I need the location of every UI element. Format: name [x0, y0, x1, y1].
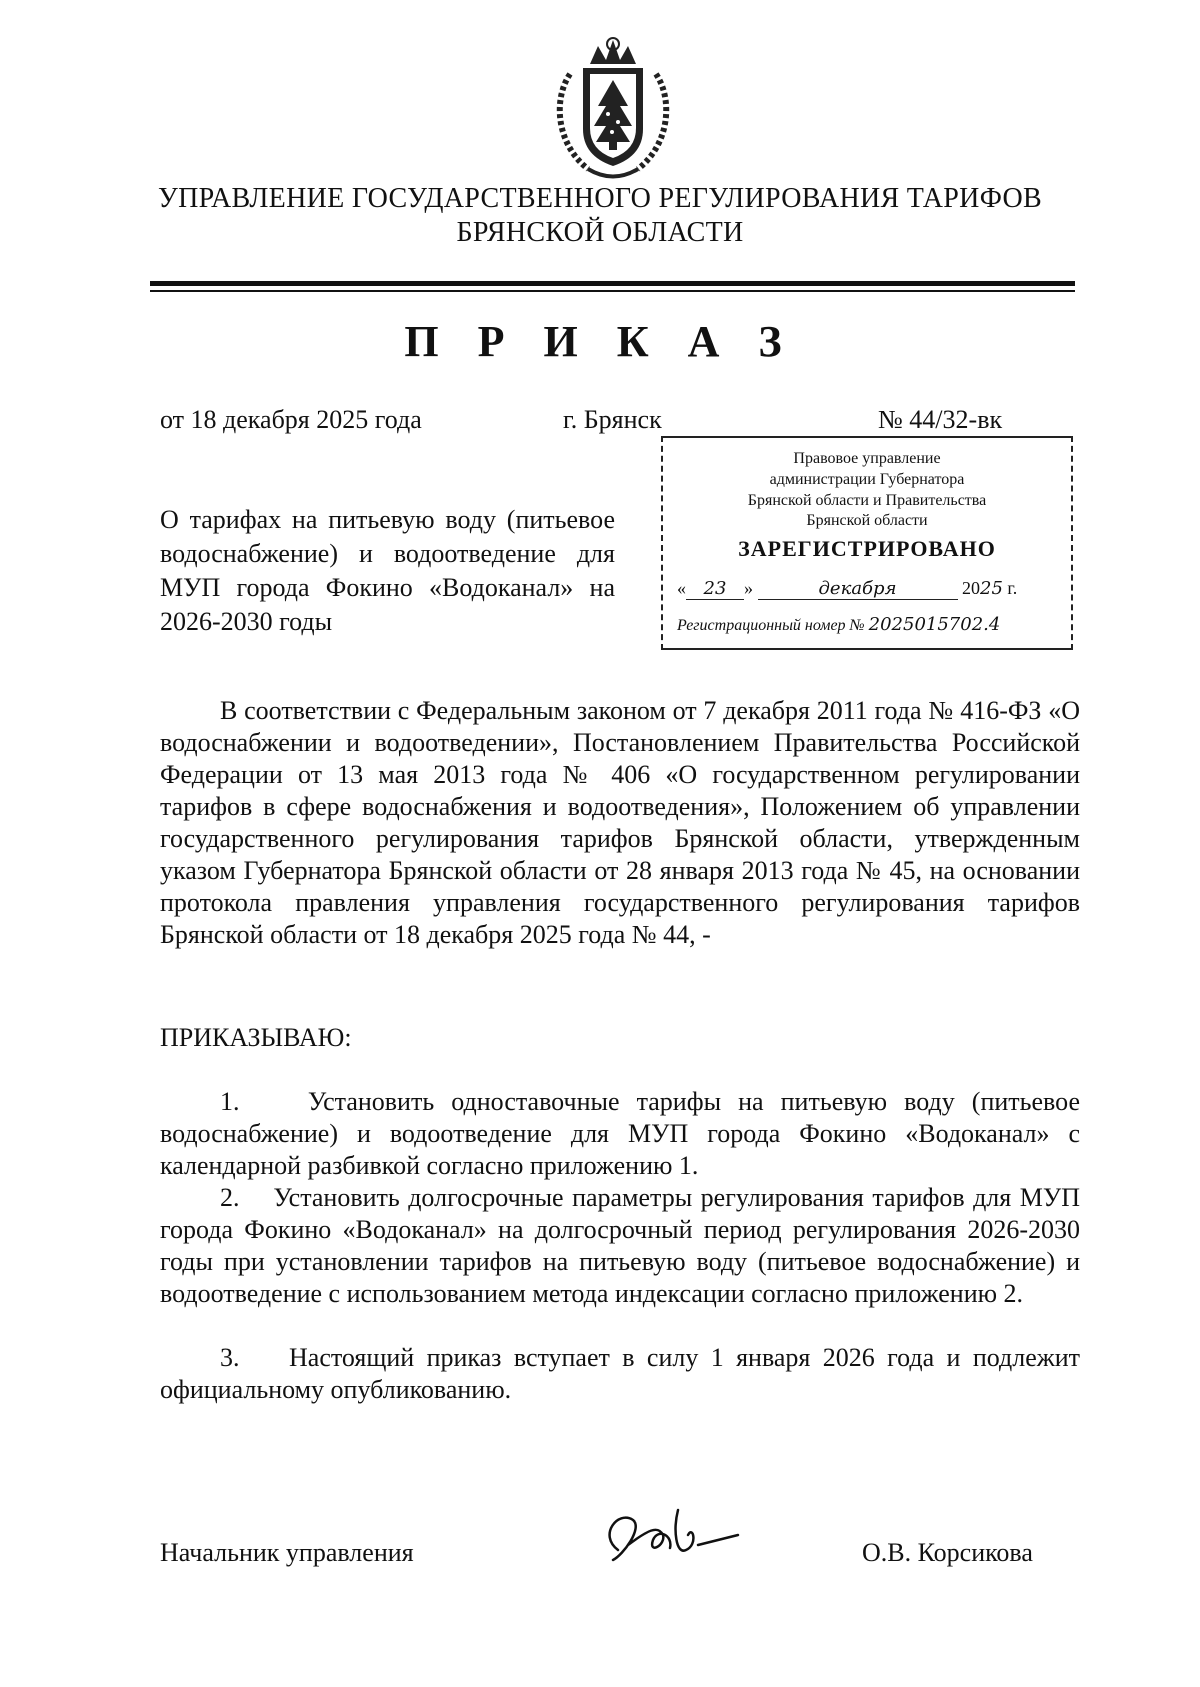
stamp-year-prefix: 20: [962, 578, 980, 598]
document-date: от 18 декабря 2025 года: [160, 405, 422, 434]
coat-of-arms-icon: [548, 34, 678, 184]
stamp-status: ЗАРЕГИСТРИРОВАНО: [738, 536, 996, 561]
registration-stamp: [661, 436, 1073, 650]
order-item-2: 2. Установить долгосрочные параметры регулирования тарифов для МУП города Фокино «Водоканал» на долгосрочный период регулирования 2026-2030 годы при установлении тарифов на питьевую воду (питьевое водоснабжение) и водоотведение с использованием метода индексации согласно приложению 2.: [160, 1183, 1080, 1308]
stamp-line-2: администрации Губернатора: [769, 471, 965, 488]
stamp-line-4: Брянской области: [806, 512, 928, 529]
stamp-date-line: « 23 » декабря 2025 г.: [677, 578, 1018, 599]
document-number: № 44/32-вк: [878, 405, 1003, 434]
organization-name-line1: УПРАВЛЕНИЕ ГОСУДАРСТВЕННОГО РЕГУЛИРОВАНИЯ ТАРИФОВ: [158, 183, 1042, 214]
organization-name-line2: БРЯНСКОЙ ОБЛАСТИ: [456, 217, 744, 248]
document-city: г. Брянск: [563, 405, 662, 434]
stamp-day: 23: [686, 578, 744, 600]
stamp-line-1: Правовое управление: [793, 450, 941, 467]
signatory-name: О.В. Корсикова: [862, 1538, 1033, 1567]
stamp-reg-label: Регистрационный номер №: [677, 617, 865, 634]
order-item-1: 1. Установить одноставочные тарифы на питьевую воду (питьевое водоснабжение) и водоотведение для МУП города Фокино «Водоканал» с календарной разбивкой согласно приложению 1.: [160, 1087, 1080, 1180]
header-divider-thin: [150, 290, 1075, 292]
signatory-position: Начальник управления: [160, 1538, 414, 1567]
order-word: ПРИКАЗЫВАЮ:: [160, 1023, 352, 1052]
stamp-registration-line: [663, 614, 1085, 635]
handwritten-signature-icon: [588, 1490, 758, 1580]
preamble-paragraph: В соответствии с Федеральным законом от 7 декабря 2011 года № 416-ФЗ «О водоснабжении и водоотведении», Постановлением Правительства Российской Федерации от 13 мая 2013 года № 406 «О государственном регулировании тарифов в сфере водоснабжения и водоотведения», Положением об управлении государственного регулирования тарифов Брянской области, утвержденным указом Губернатора Брянской области от 28 января 2013 года № 45, на основании протокола правления управления государственного регулирования тарифов Брянской области от 18 декабря 2025 года № 44, -: [160, 696, 1080, 949]
header-divider-thick: [150, 281, 1075, 286]
stamp-year-suffix: 25: [980, 578, 1003, 599]
stamp-reg-number: 2025015702.4: [868, 614, 1001, 635]
stamp-line-3: Брянской области и Правительства: [747, 492, 987, 509]
stamp-year-unit: г.: [1007, 578, 1018, 598]
stamp-month: декабря: [758, 578, 958, 600]
document-subject: О тарифах на питьевую воду (питьевое водоснабжение) и водоотведение для МУП города Фокино «Водоканал» на 2026-2030 годы: [160, 505, 615, 636]
order-item-3: 3. Настоящий приказ вступает в силу 1 января 2026 года и подлежит официальному опубликованию.: [160, 1343, 1080, 1404]
document-type-title: П Р И К А З: [404, 317, 796, 366]
